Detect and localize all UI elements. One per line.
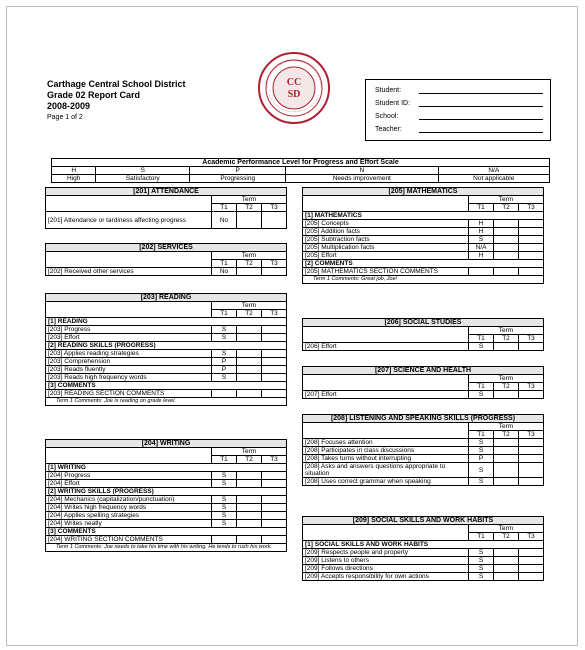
page-number: Page 1 of 2 bbox=[47, 114, 83, 121]
subheading: [1] MATHEMATICS bbox=[303, 212, 544, 220]
comment-text: Term 1 Comments: Joe is reading on grade level. bbox=[46, 398, 287, 406]
table-row: [209] Listens to others S bbox=[303, 557, 544, 565]
scale-title: Academic Performance Level for Progress and Effort Scale bbox=[52, 159, 550, 167]
section-title: [205] MATHEMATICS bbox=[303, 188, 544, 196]
table-row: [204] Applies spelling strategies S bbox=[46, 512, 287, 520]
table-row: [208] Participates in class discussions S bbox=[303, 447, 544, 455]
school-field[interactable] bbox=[419, 112, 543, 120]
subheading: [3] COMMENTS bbox=[46, 528, 287, 536]
table-row: [203] Reads high frequency words S bbox=[46, 374, 287, 382]
reading-section: [203] READING Term T1 T2 T3 [1] READING [203] Progress S [203] Effort S [2] READING SKILLS (PROGRESS) [203] Applies reading strategies S [203] Comprehension P [203] Reads fluently P [203] Reads high frequency words S [3] COMMENTS [203] READING SECTION COMMENTS Term 1 Comments: Joe is reading on grade level. bbox=[45, 293, 287, 406]
table-row: [205] Concepts H bbox=[303, 220, 544, 228]
science-section: [207] SCIENCE AND HEALTH Term T1 T2 T3 [207] Effort S bbox=[302, 366, 544, 399]
table-row: [208] Asks and answers questions appropriate to situation S bbox=[303, 463, 544, 478]
grade-t1: No bbox=[212, 212, 237, 229]
scale-meaning: Not applicable bbox=[438, 175, 550, 183]
table-row: [204] Mechanics (capitalization/punctuation) S bbox=[46, 496, 287, 504]
attendance-section: [201] ATTENDANCE Term T1 T2 T3 [201] Attendance or tardiness affecting progress No bbox=[45, 187, 287, 229]
scale-table bbox=[51, 158, 550, 183]
table-row: [204] Writes neatly S bbox=[46, 520, 287, 528]
subheading: [2] WRITING SKILLS (PROGRESS) bbox=[46, 488, 287, 496]
subheading: [2] COMMENTS bbox=[303, 260, 544, 268]
scale-code: S bbox=[96, 167, 190, 175]
svg-text:SD: SD bbox=[287, 89, 301, 100]
table-row: [203] Applies reading strategies S bbox=[46, 350, 287, 358]
comment-text: Term 1 Comments: Joe needs to take his time with his writing. He tends to rush his work. bbox=[46, 544, 287, 552]
teacher-field[interactable] bbox=[419, 125, 543, 133]
scale-code: N bbox=[286, 167, 438, 175]
table-row: [209] Respects people and property S bbox=[303, 549, 544, 557]
section-title: [203] READING bbox=[46, 294, 287, 302]
table-row: [205] Subtraction facts S bbox=[303, 236, 544, 244]
report-card-page bbox=[6, 6, 578, 646]
services-section: [202] SERVICES Term T1 T2 T3 [202] Received other services No bbox=[45, 243, 287, 276]
table-row: [203] Effort S bbox=[46, 334, 287, 342]
table-row: [203] Reads fluently P bbox=[46, 366, 287, 374]
svg-text:CC: CC bbox=[286, 77, 302, 88]
table-row: [205] Effort H bbox=[303, 252, 544, 260]
section-title: [207] SCIENCE AND HEALTH bbox=[303, 367, 544, 375]
table-row: [208] Uses correct grammar when speaking S bbox=[303, 478, 544, 486]
table-row: [208] Focuses attention S bbox=[303, 439, 544, 447]
scale-code: N/A bbox=[438, 167, 550, 175]
scale-meaning: High bbox=[52, 175, 96, 183]
table-row: [209] Follows directions S bbox=[303, 565, 544, 573]
teacher-row: Teacher: bbox=[375, 125, 543, 133]
subheading: [2] READING SKILLS (PROGRESS) bbox=[46, 342, 287, 350]
section-title: [201] ATTENDANCE bbox=[46, 188, 287, 196]
section-title: [202] SERVICES bbox=[46, 244, 287, 252]
table-row: [205] Addition facts H bbox=[303, 228, 544, 236]
scale-meaning: Progressing bbox=[190, 175, 286, 183]
school-row: School: bbox=[375, 112, 543, 120]
table-row: [209] Accepts responsibility for own actions S bbox=[303, 573, 544, 581]
table-row: [206] Effort S bbox=[303, 343, 544, 351]
section-title: [208] LISTENING AND SPEAKING SKILLS (PROGRESS) bbox=[303, 415, 544, 423]
student-id-row: Student ID: bbox=[375, 99, 543, 107]
social-skills-section: [209] SOCIAL SKILLS AND WORK HABITS Term T1 T2 T3 [1] SOCIAL SKILLS AND WORK HABITS [209] Respects people and property S [209] Listens to others S [209] Follows directions S [209] Accepts responsibility for own actions S bbox=[302, 516, 544, 581]
report-title: Grade 02 Report Card bbox=[47, 90, 141, 100]
table-row: [205] Multiplication facts N/A bbox=[303, 244, 544, 252]
table-row: [203] Progress S bbox=[46, 326, 287, 334]
term-header: Term bbox=[212, 196, 287, 204]
subheading: [1] SOCIAL SKILLS AND WORK HABITS bbox=[303, 541, 544, 549]
table-row: [205] MATHEMATICS SECTION COMMENTS bbox=[303, 268, 544, 276]
table-row: [204] Progress S bbox=[46, 472, 287, 480]
header-block bbox=[47, 79, 186, 123]
subheading: [1] WRITING bbox=[46, 464, 287, 472]
table-row: [204] Effort S bbox=[46, 480, 287, 488]
section-title: [209] SOCIAL SKILLS AND WORK HABITS bbox=[303, 517, 544, 525]
scale-meaning: Satisfactory bbox=[96, 175, 190, 183]
table-row: [204] Writes high frequency words S bbox=[46, 504, 287, 512]
student-info-box bbox=[365, 79, 551, 141]
comment-text: Term 1 Comments: Great job, Joe! bbox=[303, 276, 544, 284]
subheading: [3] COMMENTS bbox=[46, 382, 287, 390]
math-section: [205] MATHEMATICS Term T1 T2 T3 [1] MATHEMATICS [205] Concepts H [205] Addition facts H [205] Subtraction facts S [205] Multiplication facts N/A [205] Effort H [2] COMMENTS [205] MATHEMATICS SECTION COMMENTS Term 1 Comments: Great job, Joe! bbox=[302, 187, 544, 284]
subheading: [1] READING bbox=[46, 318, 287, 326]
student-row: Student: bbox=[375, 86, 543, 94]
listening-speaking-section: [208] LISTENING AND SPEAKING SKILLS (PROGRESS) Term T1 T2 T3 [208] Focuses attention S [208] Participates in class discussions S [208] Takes turns without interrupting P [208] Asks and answers questions appropriate to situation S [208] Uses correct grammar when speaking S bbox=[302, 414, 544, 486]
table-row: [201] Attendance or tardiness affecting progress No bbox=[46, 212, 287, 229]
district-name: Carthage Central School District bbox=[47, 79, 186, 89]
student-field[interactable] bbox=[419, 86, 543, 94]
district-seal-logo bbox=[257, 51, 331, 125]
writing-section: [204] WRITING Term T1 T2 T3 [1] WRITING [204] Progress S [204] Effort S [2] WRITING SKILLS (PROGRESS) [204] Mechanics (capitalization/punctuation) S [204] Writes high frequency words S [204] Applies spelling strategies S [204] Writes neatly S [3] COMMENTS [204] WRITING SECTION COMMENTS Term 1 Comments: Joe needs to take his time with his writing. He tends to rush his work. bbox=[45, 439, 287, 552]
social-studies-section: [206] SOCIAL STUDIES Term T1 T2 T3 [206] Effort S bbox=[302, 318, 544, 351]
scale-meaning: Needs improvement bbox=[286, 175, 438, 183]
table-row: [204] WRITING SECTION COMMENTS bbox=[46, 536, 287, 544]
scale-code: P bbox=[190, 167, 286, 175]
scale-code: H bbox=[52, 167, 96, 175]
table-row: [208] Takes turns without interrupting P bbox=[303, 455, 544, 463]
section-title: [206] SOCIAL STUDIES bbox=[303, 319, 544, 327]
table-row: [203] READING SECTION COMMENTS bbox=[46, 390, 287, 398]
table-row: [202] Received other services No bbox=[46, 268, 287, 276]
section-title: [204] WRITING bbox=[46, 440, 287, 448]
student-id-field[interactable] bbox=[419, 99, 543, 107]
table-row: [203] Comprehension P bbox=[46, 358, 287, 366]
school-year: 2008-2009 bbox=[47, 101, 91, 111]
table-row: [207] Effort S bbox=[303, 391, 544, 399]
